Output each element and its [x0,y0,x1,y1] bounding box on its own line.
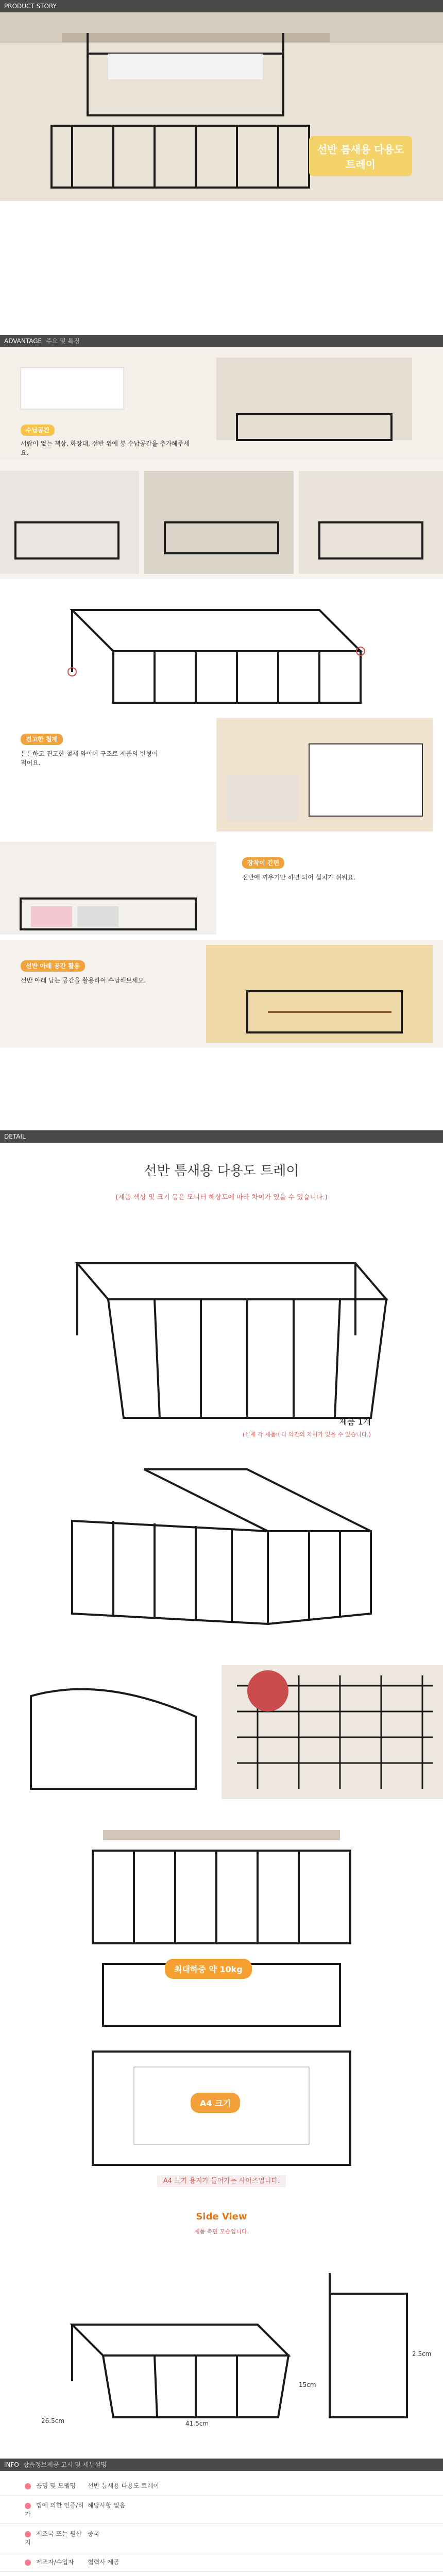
count-note: (실제 각 제품마다 약간의 차이가 있을 수 있습니다.) [242,1431,371,1438]
spec-key-label: 품명 및 모델명 [36,2482,76,2489]
bullet-icon [25,2531,31,2537]
spec-row [0,2552,443,2572]
feature1-text: 서랍이 없는 책상, 화장대, 선반 위에 봉 수납공간을 추가해주세요. [21,440,190,456]
spec-key-label: 제조국 또는 원산지 [25,2530,82,2546]
advantage-label: ADVANTAGE [4,337,42,345]
spec-key [0,2572,88,2576]
feature2-badge: 견고한 철제 [21,734,63,745]
basket-angle-illustration [0,1449,443,1655]
basket-large-illustration [0,579,443,713]
info-label: INFO [4,2461,19,2468]
wire-basket-large [0,579,443,713]
size-note: A4 크기 용지가 들어가는 사이즈입니다. [157,2175,286,2187]
sideview-block [0,2211,443,2263]
detail-basket-front [0,1222,443,1449]
story-label: PRODUCT STORY [4,3,57,10]
spec-value: 협력사 제공 [88,2552,443,2572]
spec-key-label: 법에 의한 인증/허가 [25,2502,84,2518]
feature3-badge: 장착이 간편 [242,857,284,869]
advantage-feature2 [0,713,443,837]
feature1-badge: 수납공간 [21,425,55,436]
feature4-illustration [0,940,443,1048]
closeup-illustrations [0,1655,443,1809]
sideview-label: Side View [196,2211,247,2222]
size-label: A4 크기 [191,2093,240,2113]
spec-row [0,2476,443,2496]
detail-size-block [0,2036,443,2201]
detail-weight-block [0,1809,443,2036]
dim-height: 15cm [299,2381,316,2388]
feature3-text: 선반에 끼우기만 하면 되어 설치가 쉬워요. [242,874,355,881]
spec-value: 선반 틈새용 다용도 트레이 [88,2476,443,2496]
feature4-badge: 선반 아래 공간 활용 [21,960,85,972]
bullet-icon [25,2560,31,2566]
detail-section-bar [0,1130,443,1143]
detail-title: 선반 틈새용 다용도 트레이 [144,1163,299,1179]
advantage-sub: 주요 및 특징 [46,337,80,345]
spec-key [0,2552,88,2572]
feature2-illustration [0,713,443,837]
spec-row [0,2496,443,2524]
dim-depth: 26.5cm [41,2417,65,2425]
feature2-text: 튼튼하고 견고한 철제 와이어 구조로 제품의 변형이 적어요. [21,750,158,767]
spec-table [0,2476,443,2576]
weight-label: 최대하중 약 10kg [165,1959,252,1979]
dimension-block [0,2263,443,2433]
size-note-wrap [0,2175,443,2185]
spec-row [0,2572,443,2576]
dim-width: 41.5cm [185,2420,209,2427]
story-hero-photo [0,12,443,201]
info-sub: 상품정보제공 고시 및 세부설명 [23,2461,107,2468]
spec-key-label: 제조자/수입자 [36,2558,74,2566]
feature3-caption [242,857,417,882]
count-label: 제품 1개 [339,1417,371,1427]
spec-key [0,2496,88,2524]
spec-key [0,2524,88,2552]
weight-basket-illustration [0,1809,443,2036]
dimension-illustration [0,2263,443,2433]
count-block [243,1415,371,1438]
basket-front-illustration [0,1222,443,1449]
detail-basket-angle [0,1449,443,1655]
story-section-bar [0,0,443,12]
spec-value [88,2572,443,2576]
dim-hook: 2.5cm [412,2350,432,2358]
feature4-text: 선반 아래 남는 공간을 활용하여 수납해보세요. [21,977,146,984]
spec-value: 해당사항 없음 [88,2496,443,2524]
spec-row [0,2524,443,2552]
spec-value: 중국 [88,2524,443,2552]
feature3-illustration [0,837,443,940]
info-section-bar [0,2459,443,2471]
spec-key [0,2476,88,2496]
shelf-photos [0,461,443,579]
hero-title: 선반 틈새용 다용도 트레이 [309,136,412,176]
feature1-caption [21,425,196,457]
advantage-feature3 [0,837,443,940]
detail-label: DETAIL [4,1133,26,1140]
advantage-section-bar [0,335,443,347]
advantage-photo-1 [0,347,443,461]
bullet-icon [25,2483,31,2489]
bullet-icon [25,2503,31,2509]
advantage-feature4 [0,940,443,1048]
detail-subtitle: (제품 색상 및 크기 등은 모니터 해상도에 따라 차이가 있을 수 있습니다.) [115,1194,328,1201]
sideview-note: 제품 측면 모습입니다. [194,2228,249,2235]
detail-closeups [0,1655,443,1809]
advantage-photo-2 [0,461,443,579]
